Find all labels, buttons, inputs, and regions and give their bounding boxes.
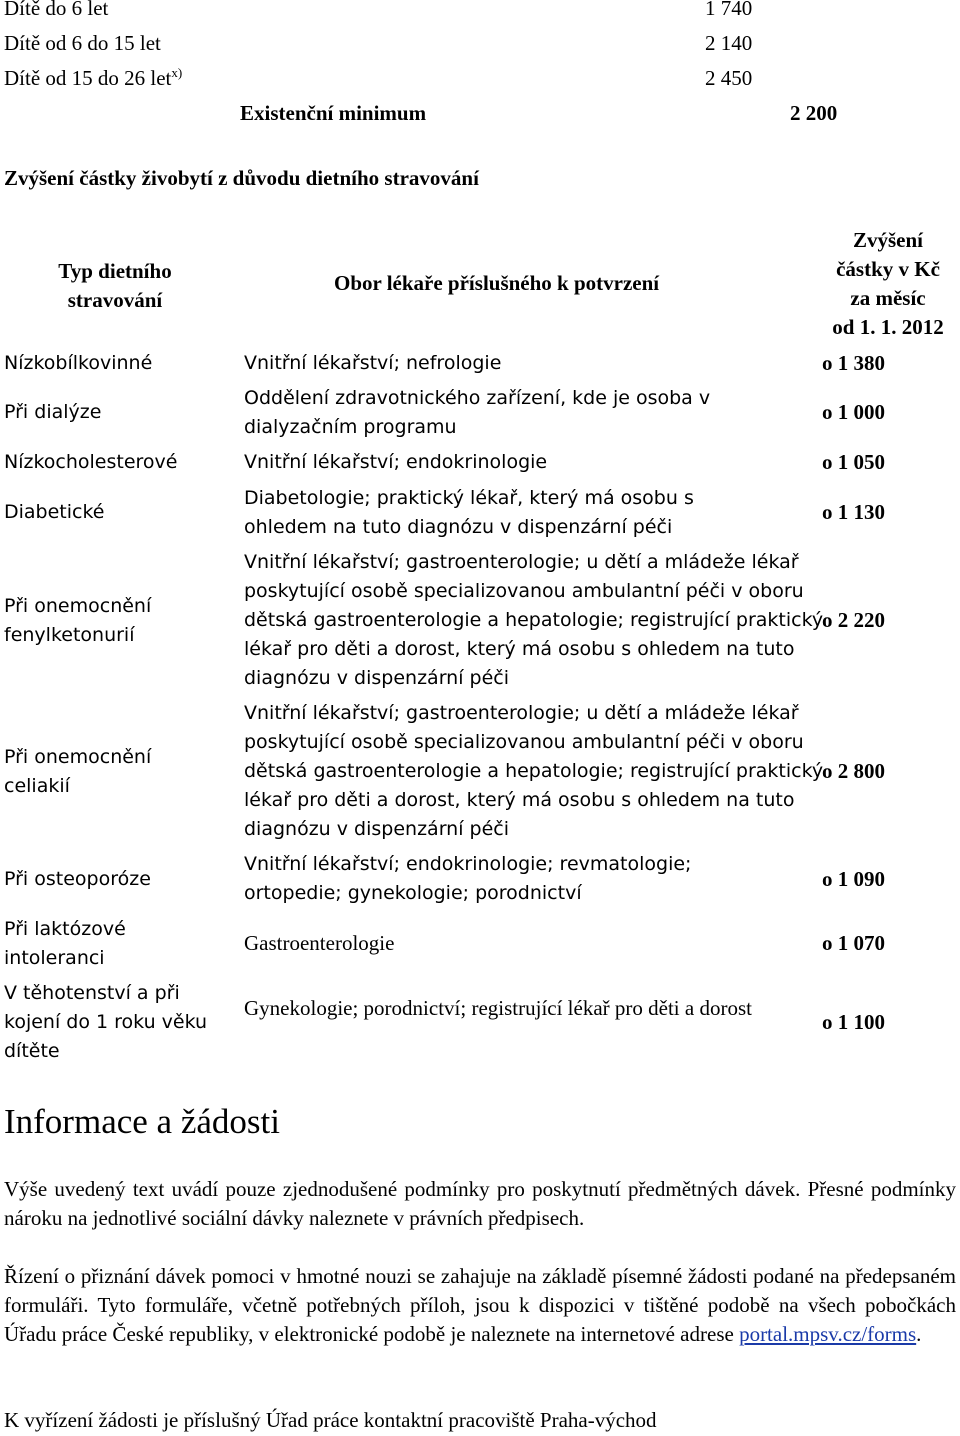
header-increase-line1: Zvýšení (852, 228, 923, 252)
allowance-label-3-text: Dítě od 15 do 26 let (4, 66, 172, 90)
info-paragraph-2-end: . (916, 1322, 922, 1346)
info-paragraph-3: K vyřízení žádosti je příslušný Úřad práce kontaktní pracoviště Praha-východ (4, 1408, 657, 1432)
row-amount: o 1 100 (822, 1010, 885, 1034)
row-amount: o 1 090 (822, 867, 885, 891)
header-field: Obor lékaře příslušného k potvrzení (334, 271, 660, 295)
header-increase (800, 226, 960, 342)
diet-section-title: Zvýšení částky živobytí z důvodu dietního stravování (4, 166, 479, 190)
row-type: Při dialýze (4, 401, 102, 423)
row-type: Při onemocnění fenylketonurií (4, 595, 152, 646)
existence-minimum-value: 2 200 (790, 101, 838, 125)
row-field: Diabetologie; praktický lékař, který má osobu s ohledem na tuto diagnózu v dispenzární péči (244, 487, 694, 538)
row-amount: o 2 800 (822, 759, 885, 783)
row-field: Vnitřní lékařství; gastroenterologie; u dětí a mládeže lékař poskytující osobě specializovanou ambulantní péči v oboru dětská gastroenterologie a hepatologie; registrující praktický lékař pro děti a dorost, který má osobu s ohledem na tuto diagnózu v dispenzární péči (244, 551, 824, 689)
row-field: Gynekologie; porodnictví; registrující lékař pro děti a dorost (244, 996, 752, 1020)
row-field: Vnitřní lékařství; endokrinologie (244, 451, 548, 473)
row-field: Vnitřní lékařství; nefrologie (244, 352, 502, 374)
allowance-value-1: 1 740 (705, 0, 753, 20)
row-amount: o 2 220 (822, 608, 885, 632)
header-increase-line4: od 1. 1. 2012 (832, 315, 944, 339)
row-amount: o 1 050 (822, 450, 885, 474)
row-type: Při onemocnění celiakií (4, 746, 152, 797)
info-paragraph-1: Výše uvedený text uvádí pouze zjednodušené podmínky pro poskytnutí předmětných dávek. Přesné podmínky nároku na jednotlivé sociální dávky naleznete v právních předpisech. (4, 1177, 956, 1230)
row-type: V těhotenství a při kojení do 1 roku věku dítěte (4, 982, 208, 1062)
row-type: Při osteoporóze (4, 868, 151, 890)
info-paragraph-2 (4, 1262, 956, 1349)
allowance-value-3: 2 450 (705, 66, 753, 90)
row-amount: o 1 130 (822, 500, 885, 524)
existence-minimum-label: Existenční minimum (240, 101, 427, 125)
row-type: Při laktózové intoleranci (4, 918, 126, 969)
row-field: Gastroenterologie (244, 931, 395, 955)
allowance-label-1: Dítě do 6 let (4, 0, 109, 20)
info-paragraph-2-text: Řízení o přiznání dávek pomoci v hmotné nouzi se zahajuje na základě písemné žádosti podané na předepsaném formuláři. Tyto formuláře, včetně potřebných příloh, jsou k dispozici v tištěné podobě na všech pobočkách Úřadu práce České republiky, v elektronické podobě je naleznete na internetové adrese (4, 1264, 956, 1346)
row-amount: o 1 070 (822, 931, 885, 955)
info-heading: Informace a žádosti (4, 1102, 280, 1141)
allowance-label-2: Dítě od 6 do 15 let (4, 31, 161, 55)
header-type: Typ dietního stravování (58, 259, 172, 312)
row-amount: o 1 380 (822, 351, 885, 375)
row-type: Nízkocholesterové (4, 451, 178, 473)
row-type: Nízkobílkovinné (4, 352, 153, 374)
allowance-value-2: 2 140 (705, 31, 753, 55)
forms-link[interactable]: portal.mpsv.cz/forms (739, 1322, 917, 1346)
footnote-marker: x) (171, 65, 183, 80)
header-increase-line3: za měsíc (850, 286, 926, 310)
allowance-label-3 (4, 66, 182, 91)
row-field: Vnitřní lékařství; endokrinologie; revmatologie; ortopedie; gynekologie; porodnictví (244, 853, 692, 904)
row-field: Vnitřní lékařství; gastroenterologie; u dětí a mládeže lékař poskytující osobě specializovanou ambulantní péči v oboru dětská gastroenterologie a hepatologie; registrující praktický lékař pro děti a dorost, který má osobu s ohledem na tuto diagnózu v dispenzární péči (244, 702, 824, 840)
header-increase-line2: částky v Kč (836, 257, 940, 281)
row-amount: o 1 000 (822, 400, 885, 424)
row-field: Oddělení zdravotnického zařízení, kde je osoba v dialyzačním programu (244, 387, 711, 438)
row-type: Diabetické (4, 501, 105, 523)
